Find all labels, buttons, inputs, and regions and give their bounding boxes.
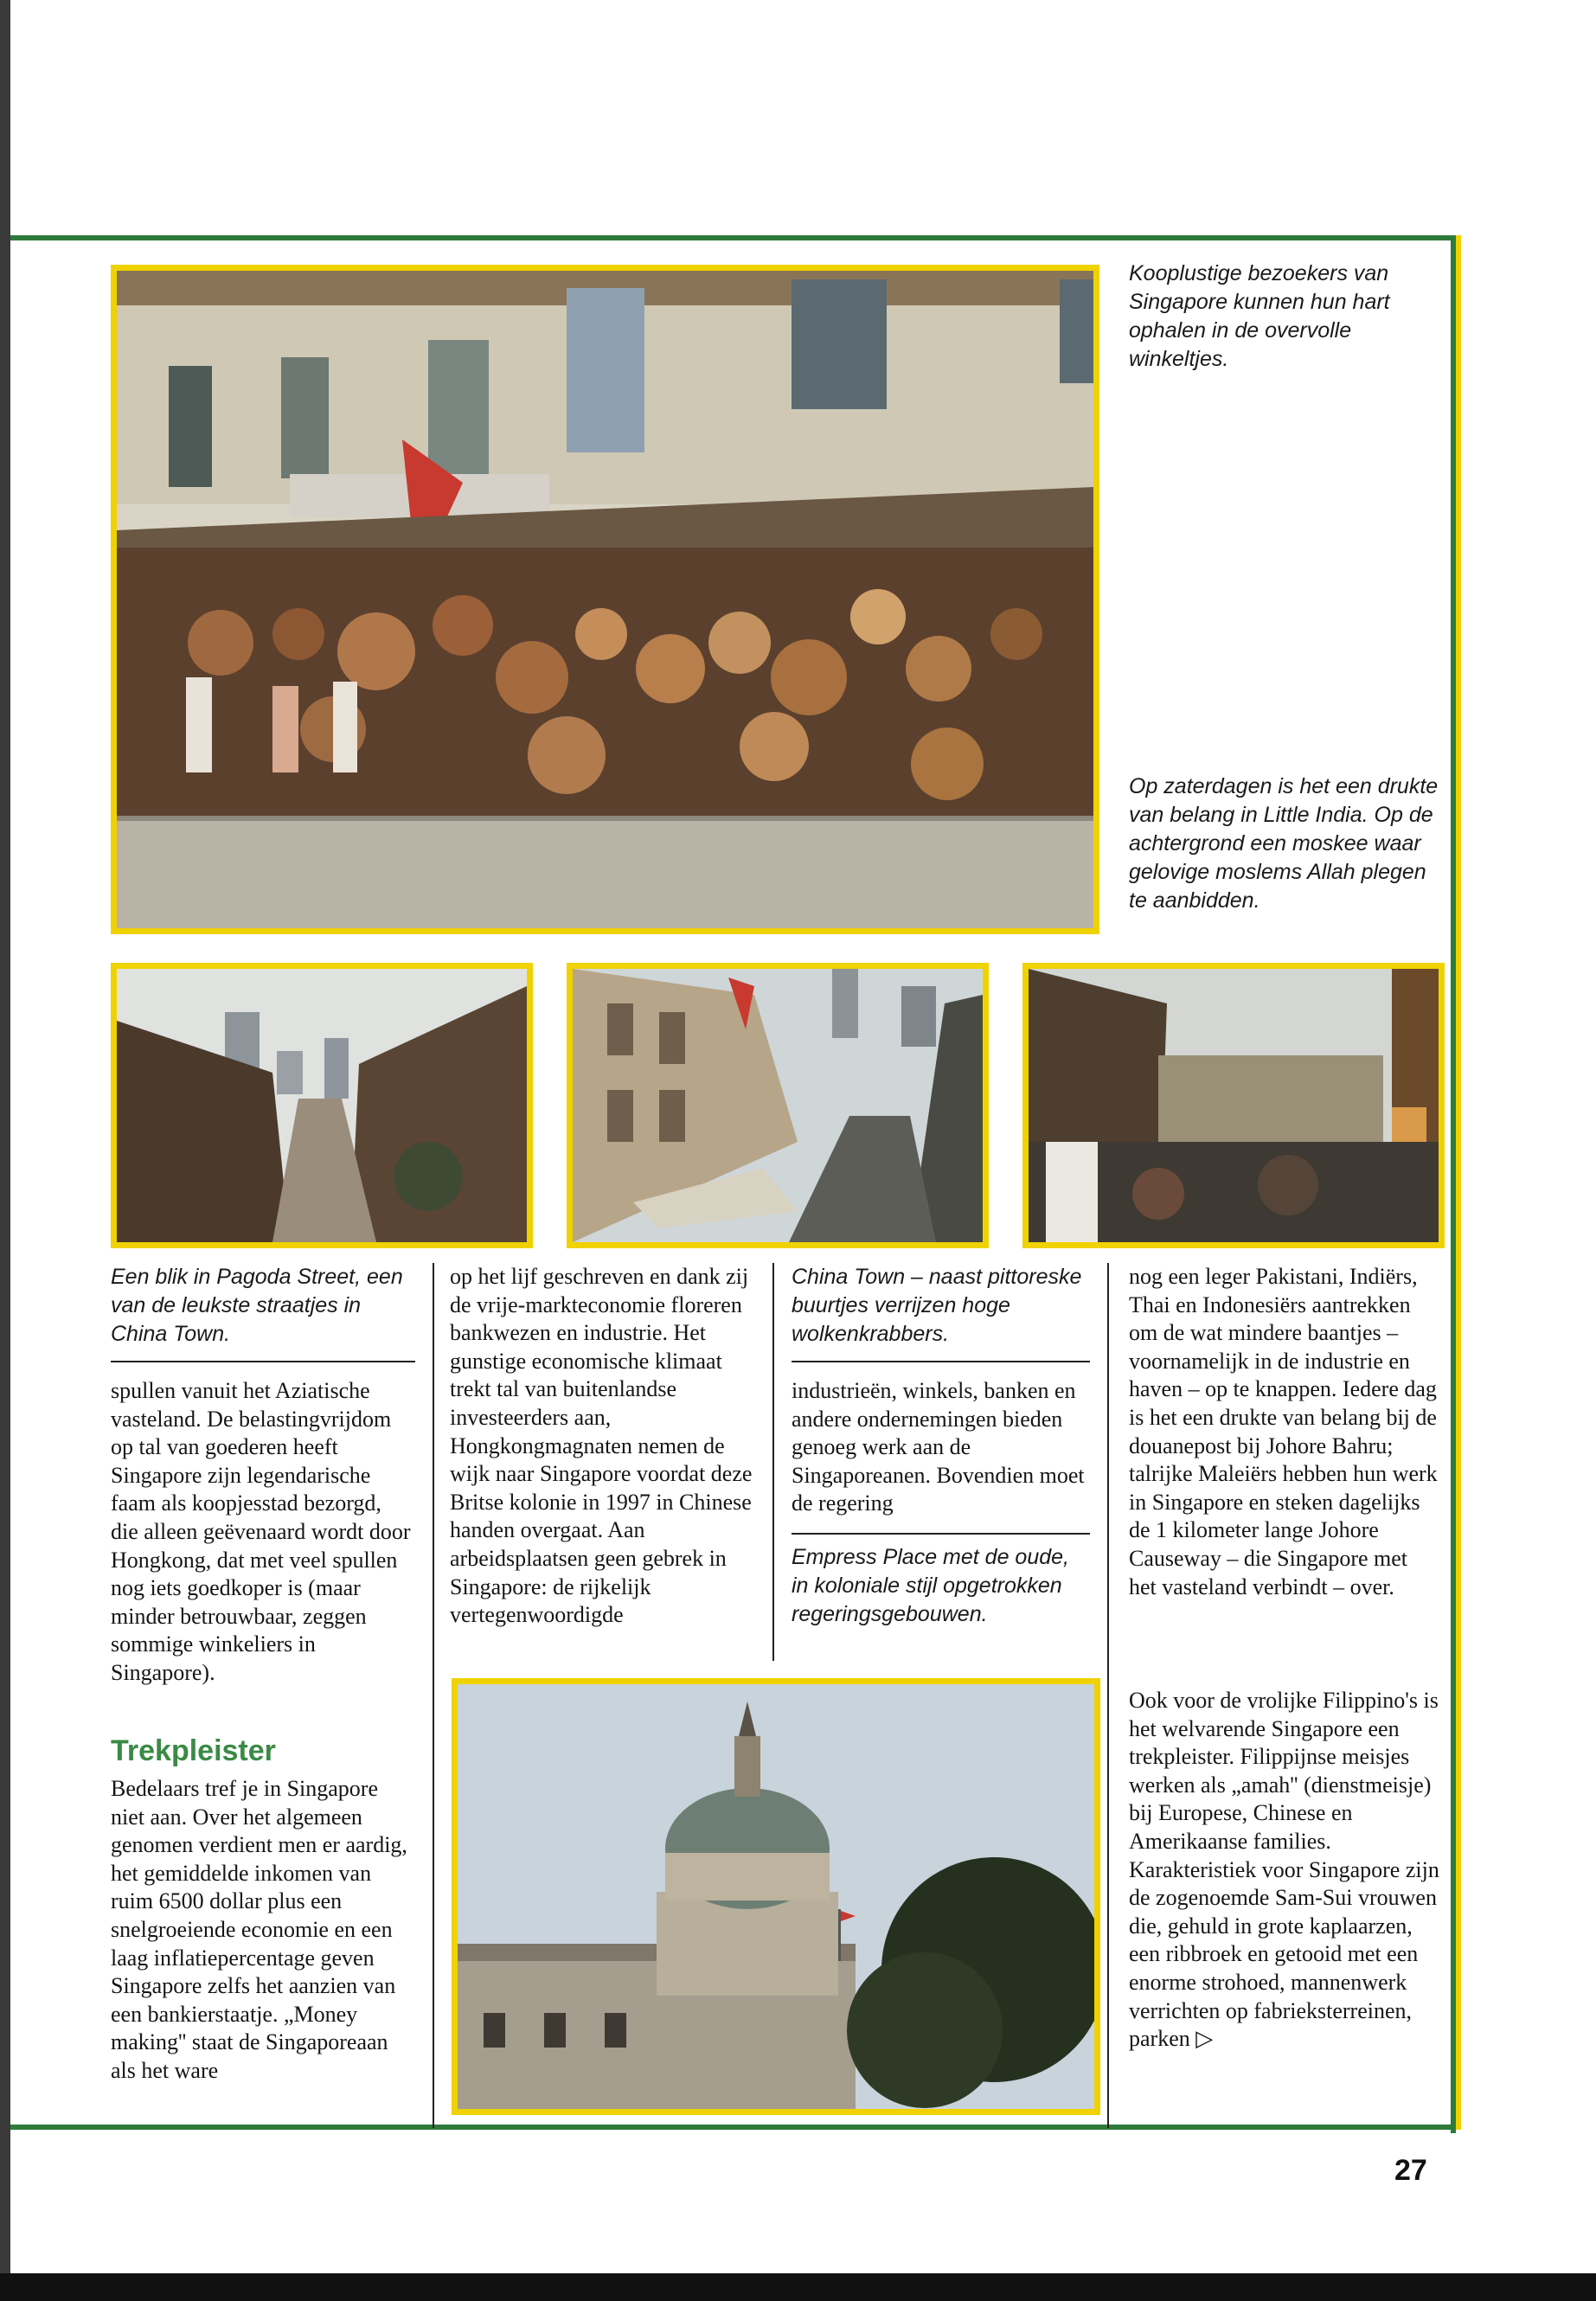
frame-yellow-line [1456, 235, 1461, 2130]
scan-left-edge [0, 0, 10, 2301]
column-1-paragraph-2: Bedelaars tref je in Singapore niet aan. Over het algemeen genomen verdient men er aardig, het gemiddelde inkomen van ruim 6500 dollar plus een snelgroeiende economie en een laag inflatiepercentage geven Singapore zelfs het aanzien van een bankierstaatje. „Money making'' staat de Singaporeaan als het ware [111, 1776, 407, 2083]
scan-bottom-edge [0, 2273, 1596, 2301]
column-3-text: industrieën, winkels, banken en andere ondernemingen bieden genoeg werk aan de Singaporeanen. Bovendien moet de regering [792, 1378, 1085, 1516]
photo-basket-shop [111, 265, 1099, 934]
caption-empress-place: Empress Place met de oude, in koloniale stijl opgetrokken regeringsgebouwen. [792, 1545, 1069, 1626]
col-divider-1 [433, 1263, 434, 2128]
caption-shoppers: Kooplustige bezoekers van Singapore kunnen hun hart ophalen in de overvolle winkeltjes. [1129, 261, 1390, 371]
frame-bottom-line [10, 2125, 1456, 2130]
photo-little-india [1022, 963, 1445, 1248]
caption-china-town: China Town – naast pittoreske buurtjes verrijzen hoge wolkenkrabbers. [792, 1265, 1082, 1346]
chinatown-caption-rule [792, 1361, 1090, 1362]
page-number: 27 [1394, 2154, 1427, 2187]
column-4-paragraph-2: Ook voor de vrolijke Filippino's is het welvarende Singapore een trekpleister. Filippijnse meisjes werken als „amah'' (dienstmeisje) bij Europese, Chinese en Amerikaanse families. Karakteristiek voor Singapore zijn de zogenoemde Sam-Sui vrouwen die, gehuld in grote kaplaarzen, een ribbroek en getooid met een enorme strohoed, mannenwerk verrichten op fabrieksterreinen, parken ▷ [1129, 1688, 1439, 2052]
section-heading-trekpleister: Trekpleister [111, 1734, 276, 1767]
photo-china-town [567, 963, 989, 1248]
caption-pagoda-street: Een blik in Pagoda Street, een van de leukste straatjes in China Town. [111, 1265, 403, 1346]
column-4-paragraph-1: nog een leger Pakistani, Indiërs, Thai en Indonesiërs aantrekken om de wat mindere baantjes – voornamelijk in de industrie en haven – op te knappen. Iedere dag is het een drukte van belang bij de douanepost bij Johore Bahru; talrijke Maleiërs hebben hun werk in Singapore en steken dagelijks de 1 kilometer lange Johore Causeway – die Singapore met het vasteland verbindt – over. [1129, 1264, 1438, 1599]
photo-pagoda-street [111, 963, 533, 1248]
col-divider-2 [772, 1263, 774, 1661]
pagoda-caption-rule [111, 1361, 415, 1362]
empress-caption-top-rule [792, 1533, 1090, 1535]
col-divider-3 [1107, 1263, 1109, 2128]
frame-top-line [10, 235, 1460, 240]
photo-empress-place [452, 1678, 1100, 2115]
column-2-text: op het lijf geschreven en dank zij de vrije-markteconomie floreren bankwezen en industrie. Het gunstige economische klimaat trekt tal van buitenlandse investeerders aan, Hongkongmagnaten nemen de wijk naar Singapore voordat deze Britse kolonie in 1997 in Chinese handen overgaat. Aan arbeidsplaatsen geen gebrek in Singapore: de rijkelijk vertegenwoordigde [450, 1264, 753, 1628]
column-1-paragraph-1: spullen vanuit het Aziatische vasteland. De belastingvrijdom op tal van goederen heeft Singapore zijn legendarische faam als koopjesstad bezorgd, die alleen geëvenaard wordt door Hongkong, dat met veel spullen nog iets goedkoper is (maar minder betrouwbaar, zeggen sommige winkeliers in Singapore). [111, 1378, 411, 1685]
caption-little-india: Op zaterdagen is het een drukte van belang in Little India. Op de achtergrond een moskee waar gelovige moslems Allah plegen te aanbidden. [1129, 774, 1439, 913]
